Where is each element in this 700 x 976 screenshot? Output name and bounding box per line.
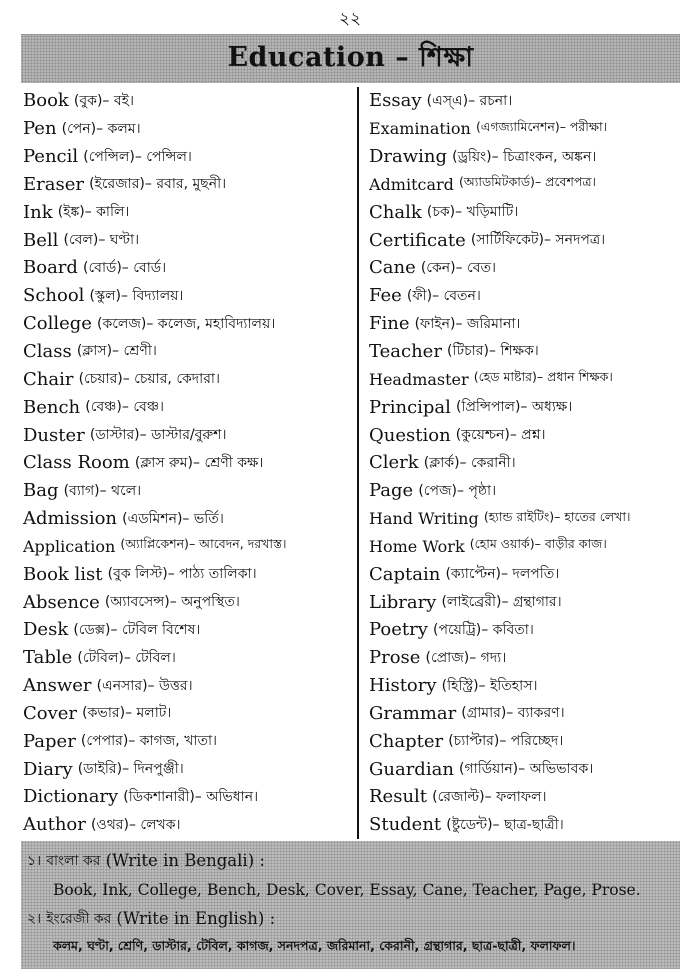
vocab-meaning: – চেয়ার, কেদারা। xyxy=(122,371,220,388)
vocab-meaning: – রচনা। xyxy=(468,92,513,109)
vocab-meaning: – উত্তর। xyxy=(147,677,193,694)
vocab-row xyxy=(369,727,680,755)
vocab-meaning: – টেবিল বিশেষ। xyxy=(110,621,201,638)
vocab-meaning: – অনুপস্থিত। xyxy=(169,594,240,611)
vocab-english: Poetry xyxy=(369,619,428,641)
vocab-pronunciation: (রেজাল্ট) xyxy=(432,788,485,805)
vocab-row xyxy=(23,393,357,421)
vocab-meaning: – শ্রেণী। xyxy=(112,343,157,360)
vocab-pronunciation: (পেপার) xyxy=(80,733,129,750)
vocab-meaning: – খড়িমাটি। xyxy=(455,204,519,221)
vocab-pronunciation: (ডেক্স) xyxy=(73,621,111,638)
vocab-english: Grammar xyxy=(369,702,457,724)
vocab-english: Library xyxy=(369,591,437,613)
vocab-pronunciation: (বেঞ্চ) xyxy=(85,399,122,416)
vocab-english: Headmaster xyxy=(369,369,469,389)
exercise-box xyxy=(21,841,680,969)
vocab-row xyxy=(369,644,680,672)
vocab-pronunciation: (চক) xyxy=(426,204,456,221)
vocab-row xyxy=(369,783,680,811)
vocab-pronunciation: (কলেজ) xyxy=(97,315,147,332)
page-title: Education – শিক্ষা xyxy=(227,41,474,73)
vocab-meaning: – ছাত্র-ছাত্রী। xyxy=(492,816,564,833)
vocab-pronunciation: (হিস্ট্রি) xyxy=(441,677,479,694)
page-number: ২২ xyxy=(338,9,362,29)
vocab-pronunciation: (এনসার) xyxy=(96,677,148,694)
vocab-row xyxy=(23,254,357,282)
vocab-meaning: – অভিভাবক। xyxy=(518,761,594,778)
vocab-meaning: – বেঞ্চ। xyxy=(121,399,165,416)
vocab-meaning: – শ্রেণী কক্ষ। xyxy=(193,454,264,471)
vocab-pronunciation: (প্রিন্সিপাল) xyxy=(456,399,521,416)
vocab-pronunciation: (হেড মাষ্টার) xyxy=(473,369,537,385)
vocab-pronunciation: (ক্লাস) xyxy=(76,343,113,360)
vocab-pronunciation: (বোর্ড) xyxy=(83,259,122,276)
vocab-pronunciation: (হ্যান্ড রাইটিং) xyxy=(483,508,555,524)
vocab-english: Table xyxy=(23,647,73,669)
vocab-pronunciation: (প্রোজ) xyxy=(425,649,470,666)
vocab-pronunciation: (অ্যাপ্লিকেশন) xyxy=(120,536,189,552)
vocab-row xyxy=(369,421,680,449)
vocab-english: Chalk xyxy=(369,201,422,223)
vocab-pronunciation: (স্কুল) xyxy=(89,287,121,304)
vocab-pronunciation: (কুয়েশ্চন) xyxy=(455,427,510,444)
vocab-meaning: – পরিচ্ছেদ। xyxy=(499,733,564,750)
vocab-pronunciation: (পেন্সিল) xyxy=(83,148,135,165)
vocab-row xyxy=(23,672,357,700)
vocab-english: Fine xyxy=(369,313,410,335)
vocab-english: Certificate xyxy=(369,229,466,251)
vocab-pronunciation: (বুক) xyxy=(73,92,103,109)
vocab-english: Guardian xyxy=(369,758,454,780)
vocab-row xyxy=(23,198,357,226)
vocab-row xyxy=(23,811,357,839)
vocab-english: Prose xyxy=(369,647,421,669)
vocab-meaning: – ফলাফল। xyxy=(484,788,547,805)
vocab-meaning: – আবেদন, দরখাস্ত। xyxy=(188,536,287,552)
vocab-row xyxy=(369,449,680,477)
vocab-row xyxy=(23,171,357,199)
vocab-meaning: – কলেজ, মহাবিদ্যালয়। xyxy=(146,315,276,332)
vocab-row xyxy=(23,282,357,310)
vocab-english: Chapter xyxy=(369,730,444,752)
vocab-meaning: – কাগজ, খাতা। xyxy=(128,733,218,750)
vocab-row xyxy=(369,672,680,700)
vocab-english: Admitcard xyxy=(369,174,454,194)
vocab-pronunciation: (ব্যাগ) xyxy=(63,482,100,499)
vocab-row xyxy=(23,755,357,783)
vocab-row xyxy=(23,616,357,644)
vocab-row xyxy=(369,198,680,226)
question-instruction-bn: বাংলা কর xyxy=(46,852,101,869)
vocab-meaning: – হাতের লেখা। xyxy=(554,508,631,524)
vocabulary-table xyxy=(21,87,680,839)
vocab-meaning: – বোর্ড। xyxy=(121,259,167,276)
vocab-english: Application xyxy=(23,536,116,556)
vocab-meaning: – টেবিল। xyxy=(123,649,176,666)
vocab-pronunciation: (ডাইরি) xyxy=(77,761,123,778)
vocab-english: Absence xyxy=(23,591,100,613)
vocab-english: School xyxy=(23,285,85,307)
vocab-meaning: – জরিমানা। xyxy=(455,315,521,332)
vocab-pronunciation: (ষ্টুডেন্ট) xyxy=(446,816,493,833)
vocab-meaning: – গ্রন্থাগার। xyxy=(501,594,562,611)
vocab-english: Drawing xyxy=(369,146,448,168)
vocab-english: Student xyxy=(369,814,442,836)
vocab-row xyxy=(369,477,680,505)
vocab-pronunciation: (এডমিশন) xyxy=(122,510,183,527)
vocab-meaning: – ঘণ্টা। xyxy=(98,232,140,249)
vocab-meaning: – লেখক। xyxy=(128,816,181,833)
vocab-english: Dictionary xyxy=(23,786,119,808)
vocab-pronunciation: (বেল) xyxy=(63,232,99,249)
vocab-meaning: – পরীক্ষা। xyxy=(559,118,608,134)
vocab-english: Bench xyxy=(23,396,81,418)
vocab-row xyxy=(23,644,357,672)
vocab-english: Eraser xyxy=(23,173,84,195)
vocab-pronunciation: (হোম ওয়ার্ক) xyxy=(469,536,535,552)
vocab-meaning: – কেরানী। xyxy=(459,454,516,471)
vocab-english: Ink xyxy=(23,201,53,223)
vocab-row xyxy=(23,87,357,115)
vocab-row xyxy=(23,727,357,755)
vocab-row xyxy=(369,226,680,254)
vocab-english: Principal xyxy=(369,396,451,418)
vocab-row xyxy=(23,560,357,588)
vocab-meaning: – ইতিহাস। xyxy=(478,677,538,694)
vocab-pronunciation: (পেন) xyxy=(61,120,97,137)
vocab-english: Class xyxy=(23,340,72,362)
vocab-row xyxy=(369,755,680,783)
exercise-words-2: কলম, ঘণ্টা, শ্রেণি, ডাস্টার, টেবিল, কাগজ, সনদপত্র, জরিমানা, কেরানী, গ্রন্থাগার, ছাত্র-ছাত্রী, ফলাফল। xyxy=(53,937,576,953)
vocab-pronunciation: (সার্টিফিকেট) xyxy=(470,232,544,249)
vocab-pronunciation: (ফাইন) xyxy=(414,315,456,332)
vocab-english: Bag xyxy=(23,480,59,502)
vocab-english: Cane xyxy=(369,257,416,279)
vocab-english: Cover xyxy=(23,702,78,724)
vocab-pronunciation: (পয়েট্রি) xyxy=(432,621,482,638)
vocab-row xyxy=(369,254,680,282)
vocab-row xyxy=(23,588,357,616)
vocab-pronunciation: (গ্রামার) xyxy=(461,705,507,722)
vocab-meaning: – বিদ্যালয়। xyxy=(120,287,184,304)
vocab-pronunciation: (ড্রয়িং) xyxy=(452,148,492,165)
vocab-row xyxy=(369,533,680,561)
vocab-pronunciation: (এগজ্যামিনেশন) xyxy=(475,118,560,134)
vocab-meaning: – দলপতি। xyxy=(501,566,560,583)
vocab-pronunciation: (ক্লার্ক) xyxy=(423,454,460,471)
vocab-pronunciation: (কভার) xyxy=(82,705,126,722)
vocab-row xyxy=(369,560,680,588)
vocabulary-column-right xyxy=(357,87,680,839)
title-banner xyxy=(21,34,680,83)
vocab-meaning: – মলাট। xyxy=(125,705,172,722)
vocab-pronunciation: (চেয়ার) xyxy=(78,371,123,388)
vocab-meaning: – অভিধান। xyxy=(194,788,259,805)
vocab-meaning: – বেত। xyxy=(455,259,497,276)
vocab-row xyxy=(23,338,357,366)
vocab-english: Pen xyxy=(23,118,57,140)
vocab-row xyxy=(369,143,680,171)
vocab-pronunciation: (লাইব্রেরী) xyxy=(441,594,502,611)
vocab-meaning: – পেন্সিল। xyxy=(134,148,192,165)
vocab-pronunciation: (টিচার) xyxy=(447,343,489,360)
vocab-english: Class Room xyxy=(23,452,130,474)
vocab-english: Chair xyxy=(23,368,74,390)
vocab-meaning: – কালি। xyxy=(84,204,130,221)
vocab-row xyxy=(369,365,680,393)
vocab-row xyxy=(369,282,680,310)
vocab-pronunciation: (ওথর) xyxy=(90,816,129,833)
exercise-question-1 xyxy=(27,846,672,875)
vocab-meaning: – ব্যাকরণ। xyxy=(506,705,565,722)
vocab-pronunciation: (ক্যাপ্টেন) xyxy=(445,566,502,583)
vocab-meaning: – থলে। xyxy=(99,482,142,499)
vocab-english: Admission xyxy=(23,508,118,530)
vocab-row xyxy=(23,310,357,338)
vocab-english: Examination xyxy=(369,119,471,139)
vocab-row xyxy=(369,588,680,616)
vocab-english: Page xyxy=(369,480,414,502)
vocab-meaning: – সনদপত্র। xyxy=(543,232,606,249)
vocab-meaning: – গদ্য। xyxy=(469,649,507,666)
vocab-english: Book list xyxy=(23,563,103,585)
vocab-english: Question xyxy=(369,424,451,446)
vocab-row xyxy=(23,226,357,254)
vocab-meaning: – কবিতা। xyxy=(481,621,534,638)
vocab-english: Author xyxy=(23,814,86,836)
vocab-english: College xyxy=(23,313,92,335)
vocab-english: Paper xyxy=(23,730,76,752)
vocab-row xyxy=(23,365,357,393)
vocab-pronunciation: (ডিকশানারী) xyxy=(123,788,195,805)
vocab-meaning: – বই। xyxy=(102,92,134,109)
vocab-row xyxy=(369,338,680,366)
vocab-english: Bell xyxy=(23,229,59,251)
vocab-row xyxy=(23,449,357,477)
vocab-english: Book xyxy=(23,90,69,112)
question-number: ১। xyxy=(27,852,42,869)
vocab-english: Answer xyxy=(23,675,92,697)
vocab-meaning: – কলম। xyxy=(96,120,141,137)
vocab-row xyxy=(23,505,357,533)
vocab-row xyxy=(369,310,680,338)
vocab-pronunciation: (টেবিল) xyxy=(77,649,124,666)
vocab-meaning: – অধ্যক্ষ। xyxy=(520,399,573,416)
vocab-row xyxy=(23,700,357,728)
vocab-meaning: – শিক্ষক। xyxy=(488,343,539,360)
vocab-pronunciation: (গার্ডিয়ান) xyxy=(459,761,519,778)
vocab-row xyxy=(23,421,357,449)
vocab-pronunciation: (অ্যাবসেন্স) xyxy=(104,594,170,611)
vocab-meaning: – রবার, মুছনী। xyxy=(144,176,227,193)
question-instruction-en: (Write in Bengali) : xyxy=(105,851,265,870)
vocab-pronunciation: (এস্এ) xyxy=(426,92,469,109)
question-instruction-bn: ইংরেজী কর xyxy=(46,910,112,927)
vocab-pronunciation: (পেজ) xyxy=(418,482,457,499)
vocab-meaning: – পাঠ্য তালিকা। xyxy=(167,566,257,583)
vocab-english: Desk xyxy=(23,619,69,641)
vocab-row xyxy=(23,783,357,811)
vocab-row xyxy=(23,143,357,171)
vocab-row xyxy=(369,171,680,199)
vocab-english: Duster xyxy=(23,424,85,446)
vocab-meaning: – প্রধান শিক্ষক। xyxy=(536,369,613,385)
exercise-question-2 xyxy=(27,904,672,933)
vocab-english: Board xyxy=(23,257,78,279)
vocab-pronunciation: (কেন) xyxy=(420,259,456,276)
vocab-row xyxy=(369,811,680,839)
vocab-meaning: – বাড়ীর কাজ। xyxy=(534,536,607,552)
vocab-meaning: – ডাস্টার/বুরুশ। xyxy=(139,427,227,444)
vocab-pronunciation: (ইরেজার) xyxy=(89,176,145,193)
vocab-row xyxy=(369,616,680,644)
vocab-row xyxy=(23,115,357,143)
vocab-english: Teacher xyxy=(369,340,442,362)
vocab-pronunciation: (অ্যাডমিটকার্ড) xyxy=(459,174,535,190)
vocab-pronunciation: (ফী) xyxy=(406,287,433,304)
vocab-english: Hand Writing xyxy=(369,509,479,529)
vocab-pronunciation: (বুক লিস্ট) xyxy=(107,566,168,583)
vocab-english: Captain xyxy=(369,563,441,585)
vocab-meaning: – পৃষ্ঠা। xyxy=(456,482,497,499)
vocab-pronunciation: (ক্লাস রুম) xyxy=(134,454,194,471)
vocab-pronunciation: (ডাস্টার) xyxy=(89,427,140,444)
vocab-row xyxy=(369,115,680,143)
exercise-words-1: Book, Ink, College, Bench, Desk, Cover, Essay, Cane, Teacher, Page, Prose. xyxy=(53,880,641,899)
vocab-meaning: – প্রশ্ন। xyxy=(509,427,546,444)
vocab-meaning: – চিত্রাংকন, অঙ্কন। xyxy=(491,148,597,165)
vocab-meaning: – প্রবেশপত্র। xyxy=(534,174,597,190)
vocab-meaning: – দিনপুঞ্জী। xyxy=(122,761,184,778)
vocab-english: Clerk xyxy=(369,452,419,474)
vocab-english: Pencil xyxy=(23,146,79,168)
vocab-row xyxy=(369,393,680,421)
vocab-english: Essay xyxy=(369,90,422,112)
vocab-english: Home Work xyxy=(369,536,465,556)
vocab-meaning: – বেতন। xyxy=(432,287,481,304)
vocab-pronunciation: (চ্যাপ্টার) xyxy=(448,733,500,750)
vocab-english: Result xyxy=(369,786,428,808)
vocab-row xyxy=(23,477,357,505)
vocab-english: Fee xyxy=(369,285,402,307)
question-number: ২। xyxy=(27,910,42,927)
vocab-english: Diary xyxy=(23,758,73,780)
question-instruction-en: (Write in English) : xyxy=(116,909,276,928)
vocab-pronunciation: (ইঙ্ক) xyxy=(57,204,85,221)
vocab-row xyxy=(369,700,680,728)
vocab-english: History xyxy=(369,675,437,697)
vocab-row xyxy=(23,533,357,561)
vocab-meaning: – ভর্তি। xyxy=(182,510,224,527)
vocabulary-column-left xyxy=(21,87,357,839)
vocab-row xyxy=(369,505,680,533)
vocab-row xyxy=(369,87,680,115)
